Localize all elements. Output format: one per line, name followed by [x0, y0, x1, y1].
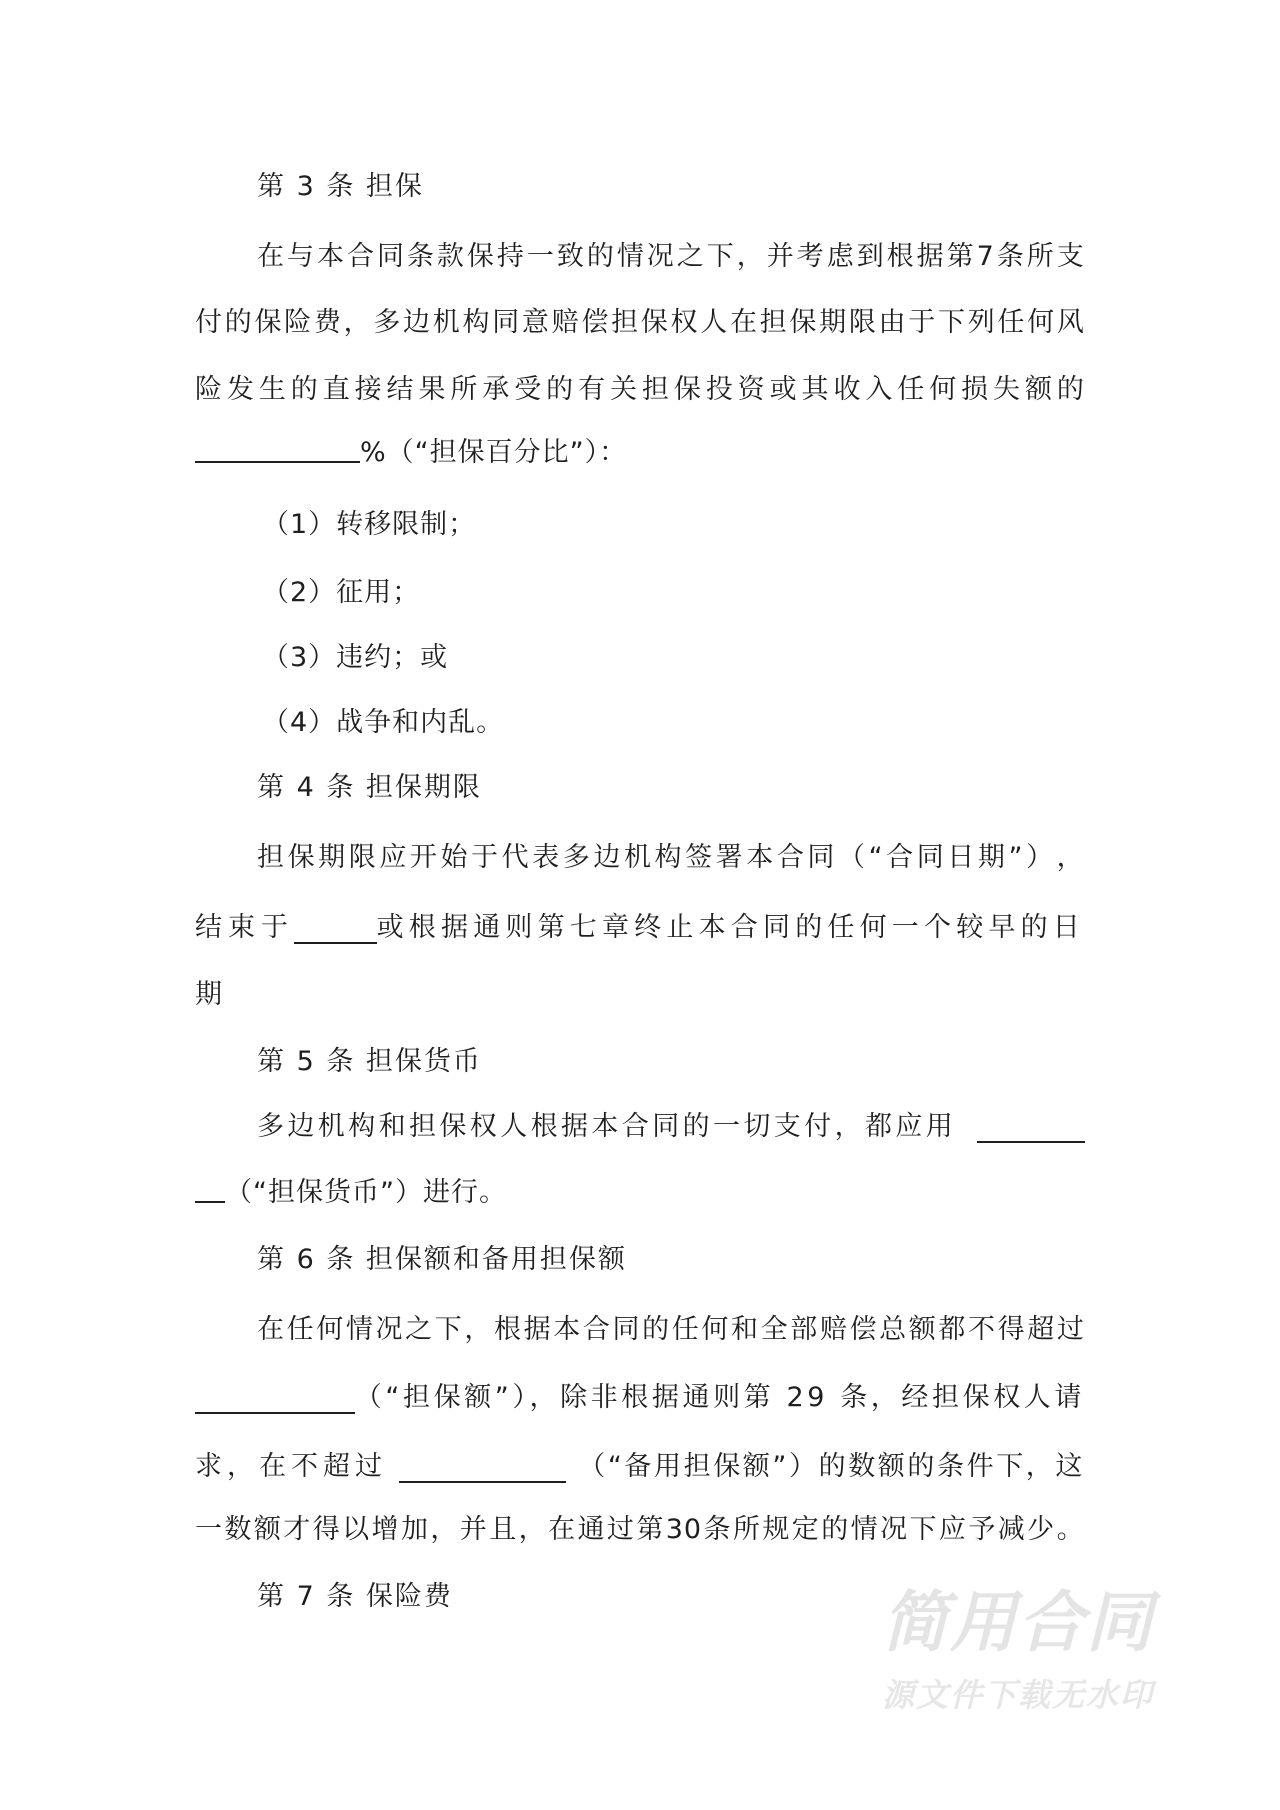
- section-3-paragraph-line-1: 在 与 本 合 同 条 款 保 持 一 致 的 情 况 之 下 ， 并 考 虑 到 根 据 第 7 条 所 支: [257, 241, 1085, 272]
- section-6-line-4: 一 数 额 才 得 以 增 加 ， 并 且 ， 在 通 过 第 30 条 所 规 定 的 情 况 下 应 予 减 少 。: [195, 1514, 1085, 1545]
- section-3-paragraph-line-2: 付 的 保 险 费 ， 多 边 机 构 同 意 赔 偿 担 保 权 人 在 担 保 期 限 由 于 下 列 任 何 风: [195, 307, 1085, 338]
- guarantee-end-date-blank[interactable]: [294, 914, 377, 944]
- section-6-line-3-suffix: （“备用担保额”）的数额的条件下，这: [578, 1451, 1085, 1482]
- section-6-line-3-prefix: 求，在不超过: [195, 1451, 387, 1482]
- section-5-line-2: [195, 1173, 507, 1213]
- section-7-heading: 第 7 条 保险费: [257, 1581, 453, 1612]
- risk-list-item-3: （3）违约；或: [262, 642, 449, 673]
- guarantee-percentage-label: %（“担保百分比”）：: [360, 437, 628, 468]
- section-4-line-2-suffix: 或根据通则第七章终止本合同的任何一个较早的日: [376, 912, 1085, 943]
- section-6-line-2-suffix: （“担保额”），除非根据通则第 29 条，经担保权人请: [354, 1382, 1085, 1413]
- section-5-heading: 第 5 条 担保货币: [257, 1046, 482, 1077]
- risk-list-item-2: （2）征用；: [262, 577, 421, 608]
- watermark-subtitle: 源文件下载无水印: [882, 1676, 1155, 1714]
- section-4-line-2: [195, 908, 1085, 948]
- section-6-line-2: [195, 1378, 1085, 1418]
- guarantee-percentage-blank[interactable]: [195, 433, 360, 463]
- section-6-heading: 第 6 条 担保额和备用担保额: [257, 1244, 627, 1275]
- section-4-line-2-prefix: 结束于: [195, 912, 294, 943]
- guarantee-currency-blank[interactable]: [977, 1113, 1085, 1143]
- section-5-line-1-prefix: 多边机构和担保权人根据本合同的一切支付，都应用: [257, 1111, 957, 1142]
- section-4-heading: 第 4 条 担保期限: [257, 772, 482, 803]
- guarantee-percentage-line: [195, 433, 627, 473]
- section-5-line-1: [257, 1107, 1085, 1147]
- risk-list-item-1: （1）转移限制；: [262, 509, 477, 540]
- risk-list-item-4: （4）战争和内乱。: [262, 707, 505, 738]
- section-3-heading: 第 3 条 担保: [257, 171, 424, 202]
- standby-amount-blank[interactable]: [399, 1453, 566, 1483]
- section-5-line-2-suffix: （“担保货币”）进行。: [225, 1177, 507, 1208]
- section-6-line-1: 在 任 何 情 况 之 下 ， 根 据 本 合 同 的 任 何 和 全 部 赔 偿 总 额 都 不 得 超 过: [257, 1314, 1085, 1345]
- guarantee-amount-blank[interactable]: [195, 1384, 355, 1414]
- section-6-line-3: [195, 1447, 1085, 1487]
- section-4-line-3: 期: [195, 979, 223, 1010]
- watermark-logo-text: 简用合同: [882, 1584, 1154, 1661]
- guarantee-currency-blank-continued[interactable]: [195, 1173, 225, 1203]
- section-4-line-1: 担 保 期 限 应 开 始 于 代 表 多 边 机 构 签 署 本 合 同 （ “ 合 同 日 期 ” ） ，: [257, 842, 1085, 873]
- section-3-paragraph-line-3: 险 发 生 的 直 接 结 果 所 承 受 的 有 关 担 保 投 资 或 其 收 入 任 何 损 失 额 的: [195, 374, 1085, 405]
